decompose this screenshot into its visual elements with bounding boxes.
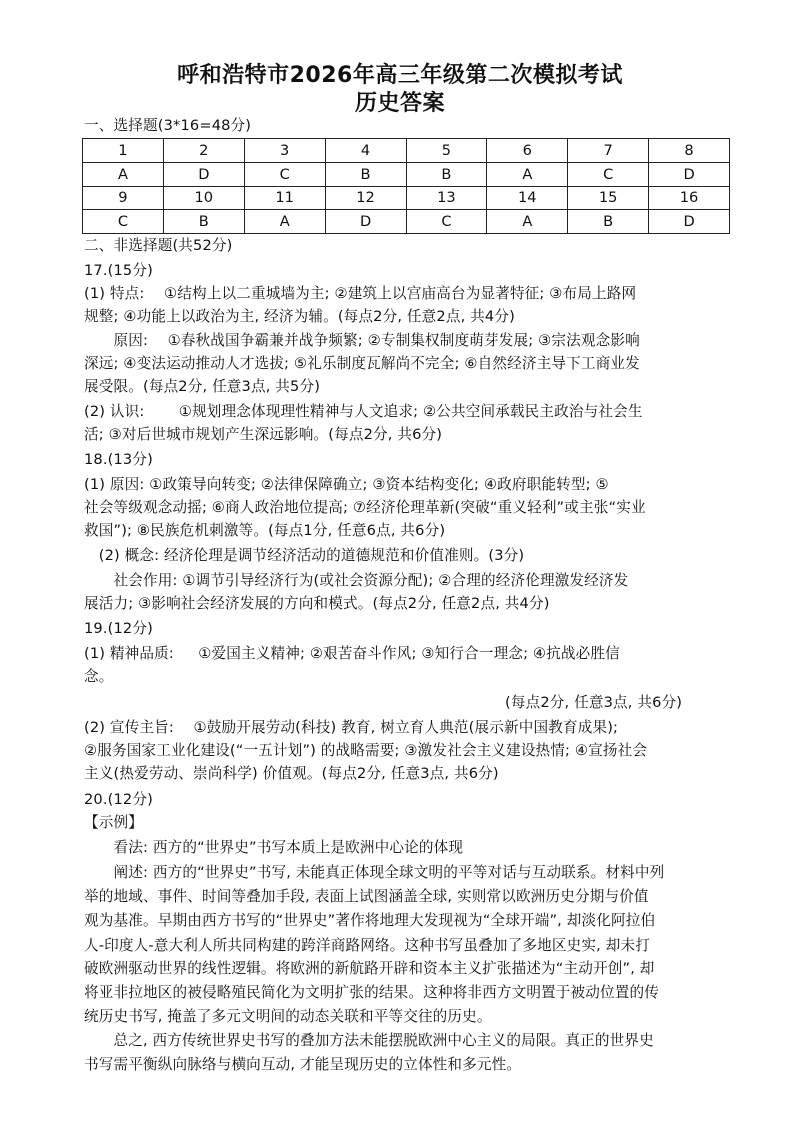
answer-cell: D: [163, 162, 244, 186]
answer-text-line: 观为基准。早期由西方书写的“世界史”著作将地理大发现视为“全球开端”, 却淡化阿拉伯: [84, 912, 656, 929]
question-number-cell: 10: [163, 186, 244, 210]
answer-text-line: (1) 原因: ①政策导向转变; ②法律保障确立; ③资本结构变化; ④政府职能转型; ⑤: [84, 476, 609, 493]
answer-text-line: 展活力; ③影响社会经济发展的方向和模式。(每点2分, 任意2点, 共4分): [84, 595, 550, 612]
answer-cell: C: [83, 210, 164, 234]
question-number-cell: 7: [568, 139, 649, 163]
question-number-cell: 4: [325, 139, 406, 163]
answer-cell: C: [244, 162, 325, 186]
answer-text-line: (2) 认识: ①规划理念体现理性精神与人文追求; ②公共空间承载民主政治与社会生: [84, 403, 643, 420]
question-number-cell: 8: [649, 139, 730, 163]
answer-text-line: (1) 特点: ①结构上以二重城墙为主; ②建筑上以宫庙高台为显著特征; ③布局上路网: [84, 285, 637, 302]
answer-text-line: 阐述: 西方的“世界史”书写, 未能真正体现全球文明的平等对话与互动联系。材料中列: [84, 864, 665, 881]
answer-cell: A: [487, 210, 568, 234]
answer-text-line: 活; ③对后世城市规划产生深远影响。(每点2分, 共6分): [84, 426, 443, 443]
question-number-cell: 16: [649, 186, 730, 210]
answer-text-line: (2) 概念: 经济伦理是调节经济活动的道德规范和价值准则。(3分): [84, 547, 525, 564]
answer-text-line: 救国”); ⑧民族危机刺激等。(每点1分, 任意6点, 共6分): [84, 522, 446, 539]
question-number-row: [83, 139, 730, 163]
answer-table: [82, 138, 730, 234]
page-subtitle: 历史答案: [354, 91, 445, 116]
answer-text-line: 破欧洲驱动世界的线性逻辑。将欧洲的新航路开辟和资本主义扩张描述为“主动开创”, 却: [84, 960, 655, 977]
answer-text-line: 主义(热爱劳动、崇尚科学) 价值观。(每点2分, 任意3点, 共6分): [84, 765, 499, 782]
answer-text-line: 展受限。(每点2分, 任意3点, 共5分): [84, 378, 321, 395]
question-number-cell: 15: [568, 186, 649, 210]
answer-cell: B: [568, 210, 649, 234]
question-number-row: [83, 186, 730, 210]
answer-cell: B: [163, 210, 244, 234]
answer-text-line: 举的地域、事件、时间等叠加手段, 表面上试图涵盖全球, 实则常以欧洲历史分期与价值: [84, 888, 649, 905]
answer-text-line: 社会等级观念动摇; ⑥商人政治地位提高; ⑦经济伦理革新(突破“重义轻利”或主张“实业: [84, 499, 646, 516]
question-number-cell: 2: [163, 139, 244, 163]
answer-text-line: 20.(12分): [84, 791, 153, 808]
question-number-cell: 6: [487, 139, 568, 163]
answer-cell: C: [568, 162, 649, 186]
question-number-cell: 5: [406, 139, 487, 163]
answer-cell: D: [325, 210, 406, 234]
answer-cell: C: [406, 210, 487, 234]
answer-text-line: 17.(15分): [84, 262, 153, 279]
question-number-cell: 3: [244, 139, 325, 163]
answer-text-line: 二、非选择题(共52分): [84, 237, 233, 254]
question-number-cell: 1: [83, 139, 164, 163]
answer-cell: A: [487, 162, 568, 186]
answer-row: [83, 162, 730, 186]
answer-text-line: 统历史书写, 掩盖了多元文明间的动态关联和平等交往的历史。: [84, 1008, 492, 1025]
answer-text-line: 19.(12分): [84, 620, 153, 637]
answer-text-line: 总之, 西方传统世界史书写的叠加方法未能摆脱欧洲中心主义的局限。真正的世界史: [84, 1032, 654, 1049]
answer-text-line: 看法: 西方的“世界史”书写本质上是欧洲中心论的体现: [84, 839, 464, 856]
answer-row: [83, 210, 730, 234]
answer-text-line: 书写需平衡纵向脉络与横向互动, 才能呈现历史的立体性和多元性。: [84, 1056, 522, 1073]
answer-text-line: 规整; ④功能上以政治为主, 经济为辅。(每点2分, 任意2点, 共4分): [84, 308, 515, 325]
answer-text-line: (2) 宣传主旨: ①鼓励开展劳动(科技) 教育, 树立育人典范(展示新中国教育成果);: [84, 719, 619, 736]
answer-text-line: 原因: ①春秋战国争霸兼并战争频繁; ②专制集权制度萌芽发展; ③宗法观念影响: [84, 332, 640, 349]
answer-cell: A: [83, 162, 164, 186]
section-heading-multiple-choice: 一、选择题(3*16=48分): [84, 117, 252, 134]
answer-text-line: (1) 精神品质: ①爱国主义精神; ②艰苦奋斗作风; ③知行合一理念; ④抗战必胜信: [84, 645, 620, 662]
answer-text-line: 将亚非拉地区的被侵略殖民简化为文明扩张的结果。这种将非西方文明置于被动位置的传: [84, 984, 660, 1001]
answer-cell: D: [649, 162, 730, 186]
page-title: 呼和浩特市2026年高三年级第二次模拟考试: [177, 63, 623, 88]
answer-cell: B: [325, 162, 406, 186]
answer-text-line: 社会作用: ①调节引导经济行为(或社会资源分配); ②合理的经济伦理激发经济发: [84, 572, 629, 589]
answer-text-line: 深远; ④变法运动推动人才选拔; ⑤礼乐制度瓦解尚不完全; ⑥自然经济主导下工商业发: [84, 355, 640, 372]
answer-text-line: 【示例】: [84, 814, 143, 831]
answer-text-line: 念。: [84, 668, 114, 685]
answer-text-line: 18.(13分): [84, 451, 153, 468]
question-number-cell: 12: [325, 186, 406, 210]
question-number-cell: 11: [244, 186, 325, 210]
answer-cell: A: [244, 210, 325, 234]
question-number-cell: 9: [83, 186, 164, 210]
answer-text-line: ②服务国家工业化建设(“一五计划”) 的战略需要; ③激发社会主义建设热情; ④宣扬社会: [84, 742, 648, 759]
question-number-cell: 14: [487, 186, 568, 210]
question-number-cell: 13: [406, 186, 487, 210]
answer-cell: D: [649, 210, 730, 234]
answer-cell: B: [406, 162, 487, 186]
answer-text-line: 人-印度人-意大利人所共同构建的跨洋商路网络。这种书写虽叠加了多地区史实, 却未打: [84, 937, 650, 954]
answer-text-line: (每点2分, 任意3点, 共6分): [505, 694, 683, 711]
